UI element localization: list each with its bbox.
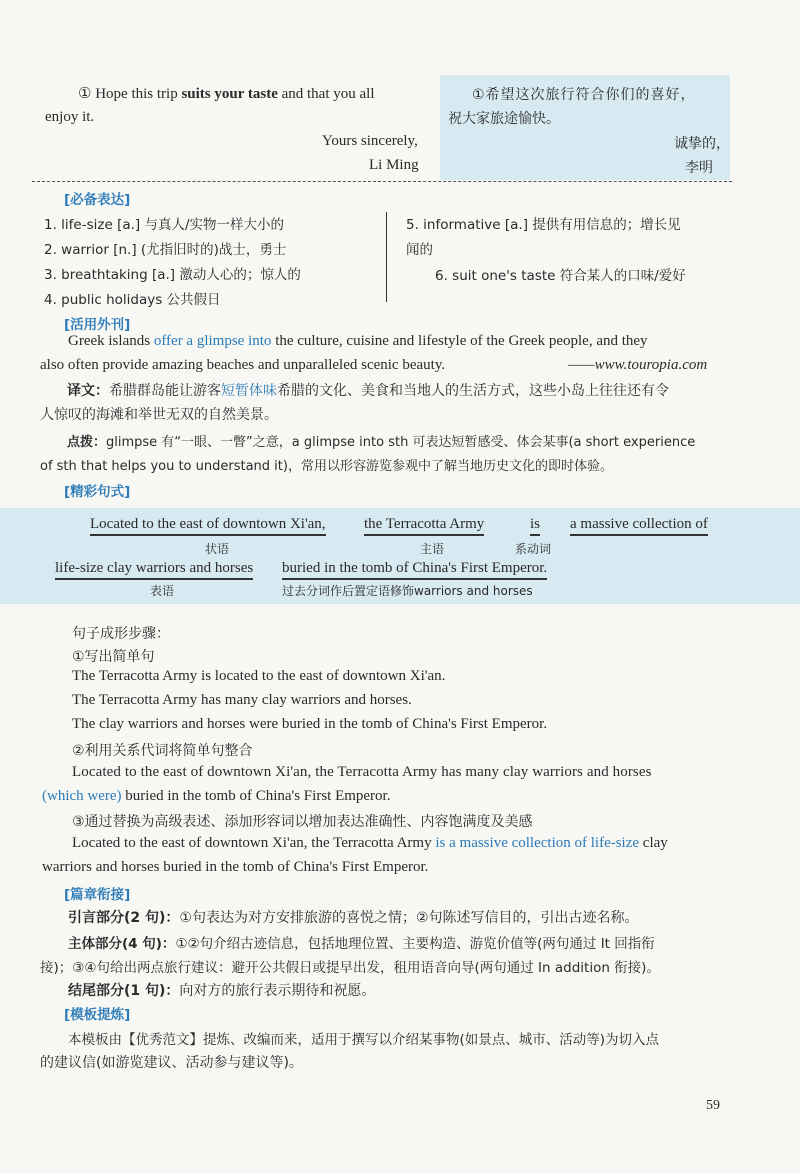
letter-closing: Yours sincerely,	[322, 133, 418, 149]
grammar-tag: 主语	[420, 542, 445, 556]
huoyong-source: ——www.touropia.com	[568, 357, 708, 373]
vocab-item: 4. public holidays 公共假日	[44, 292, 221, 308]
steps-title: 句子成形步骤：	[72, 626, 170, 642]
letter-line-1	[78, 84, 375, 103]
step-1-title: ①写出简单句	[72, 649, 155, 665]
pianzhang-intro	[68, 907, 639, 927]
step-2-title: ②利用关系代词将简单句整合	[72, 743, 253, 759]
relative-clause-highlight: (which were)	[42, 788, 122, 804]
part-text: ①②句介绍古迹信息，包括地理位置、主要构造、游览价值等(两句通过 It 回指衔	[175, 936, 655, 952]
section-divider	[32, 181, 732, 182]
part-label: 引言部分(2 句)：	[68, 910, 180, 926]
final-text: Located to the east of downtown Xi'an, the Terracotta Army	[72, 835, 436, 851]
vocab-item: 6. suit one's taste 符合某人的口味/爱好	[435, 268, 686, 284]
section-header-bibei: [必备表达]	[64, 192, 131, 208]
huoyong-highlight: offer a glimpse into	[153, 333, 272, 349]
sentence-segment-predicative: a massive collection of	[570, 516, 708, 536]
page-number: 59	[706, 1098, 720, 1113]
combined-sentence-2	[42, 788, 390, 805]
vocab-item: 1. life-size [a.] 与真人/实物一样大小的	[44, 217, 285, 233]
part-label: 主体部分(4 句)：	[68, 936, 176, 952]
section-header-huoyong: [活用外刊]	[64, 317, 131, 333]
yiwen-line-1	[67, 380, 669, 400]
combined-sentence: Located to the east of downtown Xi'an, the Terracotta Army has many clay warriors and horses	[72, 764, 652, 780]
yiwen-label: 译文：	[67, 383, 109, 399]
section-header-jingcai: [精彩句式]	[64, 484, 131, 500]
sentence-segment-attributive: buried in the tomb of China's First Emperor.	[282, 560, 547, 580]
simple-sentence: The Terracotta Army is located to the east of downtown Xi'an.	[72, 668, 446, 684]
pianzhang-body	[68, 932, 655, 952]
dianbo-label: 点拨：	[67, 435, 107, 450]
dianbo-line-2: of sth that helps you to understand it)，常用以形容游览参观中了解当地历史文化的即时体验。	[40, 459, 613, 474]
vocab-item: 3. breathtaking [a.] 激动人心的；惊人的	[44, 267, 301, 283]
muban-line-1: 本模板由【优秀范文】提炼、改编而来，适用于撰写以介绍某事物(如景点、城市、活动等)为切入点	[68, 1032, 660, 1048]
huoyong-text: the culture, cuisine and lifestyle of the Greek people, and they	[271, 333, 648, 349]
section-header-muban: [模板提炼]	[64, 1007, 131, 1023]
letter-zh-closing: 诚挚的，	[674, 136, 730, 152]
sentence-segment-subject: the Terracotta Army	[364, 516, 484, 536]
yiwen-text: 希腊的文化、美食和当地人的生活方式，这些小岛上往往还有令	[277, 383, 669, 399]
letter-bold-phrase: suits your taste	[181, 86, 278, 102]
huoyong-line-1	[68, 333, 648, 350]
letter-text: ① Hope this trip	[78, 86, 182, 102]
huoyong-line-2: also often provide amazing beaches and unparalleled scenic beauty.	[40, 357, 446, 373]
part-label: 结尾部分(1 句)：	[68, 983, 180, 999]
letter-zh-signature: 李明	[685, 160, 713, 176]
huoyong-text: Greek islands	[68, 333, 154, 349]
grammar-tag: 表语	[150, 584, 175, 598]
yiwen-line-2: 人惊叹的海滩和举世无双的自然美景。	[40, 407, 278, 423]
pianzhang-end	[68, 980, 375, 1000]
section-header-pianzhang: [篇章衔接]	[64, 887, 131, 903]
grammar-tag: 过去分词作后置定语修饰warriors and horses	[282, 584, 533, 598]
vocab-item: 2. warrior [n.] (尤指旧时的)战士，勇士	[44, 242, 287, 258]
yiwen-text: 希腊群岛能让游客	[109, 383, 221, 399]
simple-sentence: The Terracotta Army has many clay warriors and horses.	[72, 692, 412, 708]
sentence-segment-predicative: life-size clay warriors and horses	[55, 560, 253, 580]
dianbo-line-1	[67, 431, 695, 450]
vocab-item: 5. informative [a.] 提供有用信息的；增长见	[406, 217, 681, 233]
final-highlight: is a massive collection of life-size	[435, 835, 640, 851]
final-sentence-1	[72, 835, 668, 852]
vocab-item: 闻的	[406, 242, 433, 258]
dianbo-text: glimpse 有“一眼、一瞥”之意，a glimpse into sth 可表达短暂感受、体会某事(a short experience	[106, 435, 696, 450]
letter-zh-line-2: 祝大家旅途愉快。	[448, 111, 560, 127]
final-sentence-2: warriors and horses buried in the tomb of China's First Emperor.	[42, 859, 429, 875]
vocab-divider	[386, 212, 387, 302]
pianzhang-body-line-2: 接)；③④句给出两点旅行建议：避开公共假日或提早出发，租用语音向导(两句通过 In addition 衔接)。	[40, 960, 660, 976]
letter-zh-line-1: ①希望这次旅行符合你们的喜好，	[472, 87, 696, 103]
sentence-segment-adverbial: Located to the east of downtown Xi'an,	[90, 516, 326, 536]
muban-line-2: 的建议信(如游览建议、活动参与建议等)。	[40, 1055, 303, 1071]
letter-text: and that you all	[277, 86, 375, 102]
grammar-tag: 系动词	[515, 542, 552, 556]
sentence-segment-verb: is	[530, 516, 540, 536]
vocab-left-list	[44, 213, 301, 313]
combined-text: buried in the tomb of China's First Emperor.	[121, 788, 391, 804]
step-3-title: ③通过替换为高级表述、添加形容词以增加表达准确性、内容饱满度及美感	[72, 814, 533, 830]
grammar-tag: 状语	[205, 542, 230, 556]
part-text: ①句表达为对方安排旅游的喜悦之情；②句陈述写信目的，引出古迹名称。	[179, 910, 639, 926]
yiwen-highlight: 短暂体味	[221, 383, 277, 399]
simple-sentence: The clay warriors and horses were buried in the tomb of China's First Emperor.	[72, 716, 548, 732]
letter-line-2: enjoy it.	[45, 109, 95, 125]
part-text: 向对方的旅行表示期待和祝愿。	[179, 983, 376, 999]
final-text: clay	[639, 835, 668, 851]
letter-signature: Li Ming	[369, 157, 419, 173]
vocab-right-list	[406, 213, 686, 289]
